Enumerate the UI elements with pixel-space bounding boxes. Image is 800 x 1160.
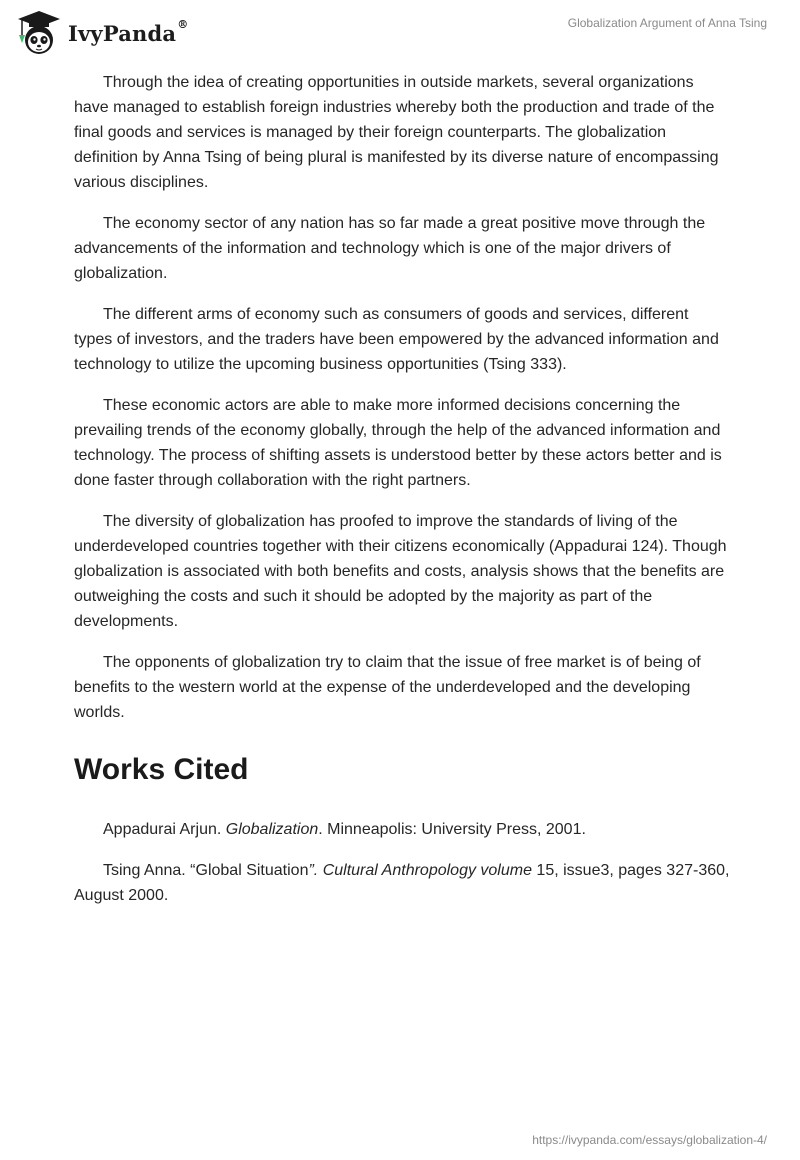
document-title: Globalization Argument of Anna Tsing bbox=[567, 16, 767, 30]
citation-text: 15, issue3, pages 327-360, August 2000. bbox=[74, 862, 730, 904]
body-paragraph: Through the idea of creating opportunities in outside markets, several organizations have managed to establish foreign industries whereby both the production and trade of the final goods and services is managed by their foreign counterparts. The globalization definition by Anna Tsing of being plural is manifested by its diverse nature of encompassing various disciplines. bbox=[74, 74, 719, 191]
registered-mark: ® bbox=[177, 17, 189, 31]
essay-content bbox=[74, 70, 730, 924]
body-paragraph: The different arms of economy such as consumers of goods and services, different types of investors, and the traders have been empowered by the advanced information and technology to utilize the upcoming business opportunities (Tsing 333). bbox=[74, 306, 719, 373]
body-paragraph: These economic actors are able to make more informed decisions concerning the prevailing trends of the economy globally, through the help of the advanced information and technology. The process of shifting assets is understood better by these actors better and is done faster through collaboration with the right partners. bbox=[74, 397, 722, 489]
citation-text: Appadurai Arjun. bbox=[103, 821, 226, 838]
logo-text: IvyPanda® bbox=[68, 17, 189, 46]
citation-text: . Minneapolis: University Press, 2001. bbox=[318, 821, 586, 838]
body-paragraph: The diversity of globalization has proofed to improve the standards of living of the underdeveloped countries together with their citizens economically (Appadurai 124). Though globalization is associated with both benefits and costs, analysis shows that the benefits are outweighing the costs and such it should be adopted by the majority as part of the developments. bbox=[74, 513, 727, 630]
citation-entry bbox=[74, 817, 730, 842]
page-header bbox=[0, 0, 800, 64]
ivypanda-logo[interactable] bbox=[14, 9, 188, 57]
citation-title: ”. Cultural Anthropology volume bbox=[308, 862, 532, 879]
panda-graduate-icon bbox=[14, 9, 64, 57]
body-paragraph: The economy sector of any nation has so far made a great positive move through the advancements of the information and technology which is one of the major drivers of globalization. bbox=[74, 215, 706, 282]
works-cited-heading: Works Cited bbox=[74, 753, 249, 786]
citation-entry bbox=[74, 858, 730, 908]
body-paragraph: The opponents of globalization try to claim that the issue of free market is of being of benefits to the western world at the expense of the underdeveloped and the developing worlds. bbox=[74, 654, 701, 721]
citation-text: Tsing Anna. “Global Situation bbox=[103, 862, 309, 879]
citation-title: Globalization bbox=[225, 821, 319, 838]
source-url[interactable]: https://ivypanda.com/essays/globalization-4/ bbox=[532, 1133, 767, 1147]
